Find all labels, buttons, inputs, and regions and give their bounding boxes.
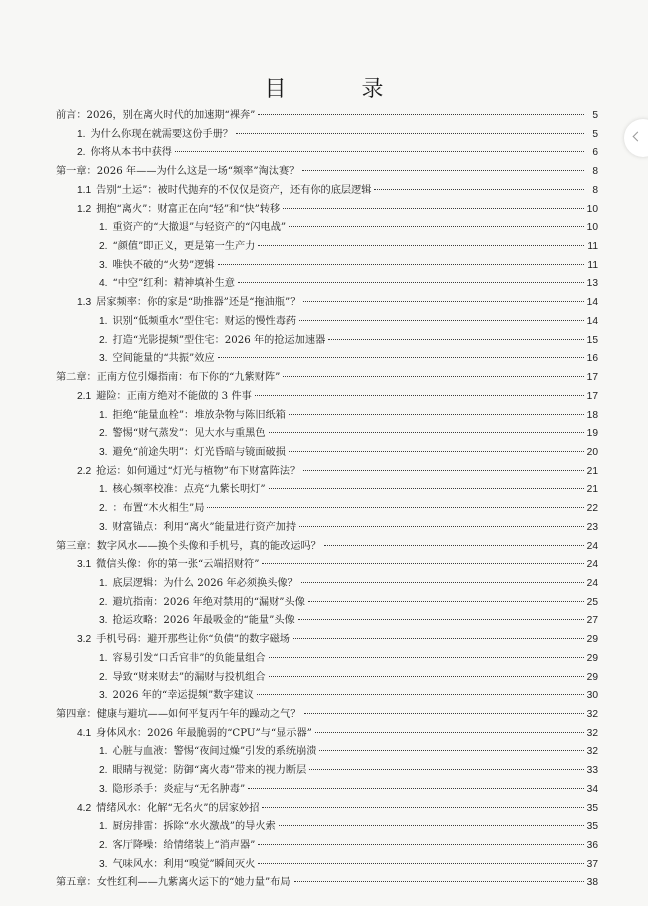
- toc-entry-number: 3.: [99, 353, 108, 365]
- toc-page-number: 35: [586, 802, 598, 814]
- toc-subsection-entry[interactable]: [0, 257, 648, 276]
- toc-page-number: 29: [586, 634, 598, 646]
- toc-subsection-entry[interactable]: [0, 481, 648, 500]
- toc-entry-number: 2.1: [77, 390, 92, 402]
- toc-dot-leader: [283, 376, 584, 377]
- table-of-contents: [0, 107, 648, 893]
- toc-dot-leader: [207, 507, 584, 508]
- toc-entry-label: 2026 年的“幸运提频”数字建议: [112, 690, 254, 702]
- toc-dot-leader: [301, 582, 584, 583]
- toc-entry-label: 财富锚点：利用“离火”能量进行资产加持: [112, 521, 297, 533]
- toc-chapter-entry[interactable]: [0, 163, 648, 182]
- toc-entry-number: 1.: [99, 746, 108, 758]
- toc-dot-leader: [309, 769, 584, 770]
- toc-page-number: 5: [592, 110, 598, 121]
- toc-entry-number: 3.: [99, 858, 108, 870]
- toc-dot-leader: [175, 151, 584, 152]
- toc-page-number: 34: [586, 783, 598, 795]
- toc-entry-label: 第三章：数字风水——换个头像和手机号，真的能改运吗？: [56, 540, 321, 552]
- toc-entry-label: 第一章：2026 年——为什么这是一场“频率”淘汰赛？: [56, 166, 300, 178]
- toc-page-number: 38: [586, 877, 598, 889]
- toc-entry-number: 1.: [99, 577, 108, 589]
- toc-entry-label: 隐形杀手：炎症与“无名肿毒”: [112, 783, 246, 795]
- toc-entry-number: 4.2: [77, 802, 92, 814]
- toc-page-number: 16: [586, 353, 598, 365]
- toc-subsection-entry[interactable]: [0, 837, 648, 856]
- toc-subsection-entry[interactable]: [0, 500, 648, 519]
- toc-page-number: 24: [586, 559, 598, 571]
- toc-entry-label: 重资产的“大撤退”与轻资产的“闪电战”: [112, 222, 287, 234]
- toc-page-number: 19: [586, 428, 598, 440]
- toc-page-number: 32: [586, 709, 598, 720]
- toc-subsection-entry[interactable]: [0, 781, 648, 800]
- toc-entry-label: 心脏与血液：警惕“夜间过燥”引发的系统崩溃: [112, 746, 317, 758]
- toc-section-entry[interactable]: [0, 201, 648, 220]
- toc-dot-leader: [289, 451, 584, 452]
- toc-dot-leader: [302, 170, 584, 171]
- toc-page-number: 27: [586, 615, 598, 627]
- toc-page-number: 29: [586, 671, 598, 683]
- toc-dot-leader: [236, 133, 584, 134]
- toc-entry-label: 告别“土运”：被时代抛弃的不仅仅是资产，还有你的底层逻辑: [96, 184, 372, 196]
- toc-page-number: 24: [586, 577, 598, 589]
- toc-entry-label: 抢运：如何通过“灯光与植物”布下财富阵法？: [96, 465, 301, 477]
- toc-section-entry[interactable]: [0, 126, 648, 145]
- toc-dot-leader: [303, 470, 584, 471]
- toc-dot-leader: [218, 264, 584, 265]
- toc-section-entry[interactable]: [0, 182, 648, 201]
- toc-subsection-entry[interactable]: [0, 219, 648, 238]
- toc-dot-leader: [308, 601, 584, 602]
- toc-chapter-entry[interactable]: [0, 369, 648, 388]
- toc-entry-number: 2.: [77, 147, 86, 159]
- toc-entry-label: 客厅降噪：给情绪装上“消声器”: [112, 840, 256, 852]
- toc-subsection-entry[interactable]: [0, 425, 648, 444]
- toc-entry-label: 容易引发“口舌官非”的负能量组合: [112, 652, 266, 664]
- toc-dot-leader: [262, 563, 584, 564]
- toc-page-number: 8: [592, 184, 598, 196]
- toc-subsection-entry[interactable]: [0, 519, 648, 538]
- toc-dot-leader: [374, 189, 584, 190]
- toc-entry-number: 1.: [99, 315, 108, 327]
- toc-entry-number: 3.: [99, 446, 108, 458]
- toc-subsection-entry[interactable]: [0, 650, 648, 669]
- toc-subsection-entry[interactable]: [0, 407, 648, 426]
- toc-page-number: 36: [586, 840, 598, 852]
- toc-entry-label: 核心频率校准：点亮“九紫长明灯”: [112, 484, 266, 496]
- toc-entry-number: 4.: [99, 278, 108, 290]
- toc-dot-leader: [279, 825, 584, 826]
- toc-entry-label: 厨房排雷：拆除“水火激战”的导火索: [112, 821, 276, 833]
- toc-subsection-entry[interactable]: [0, 743, 648, 762]
- toc-subsection-entry[interactable]: [0, 762, 648, 781]
- toc-entry-number: 1.1: [77, 184, 92, 196]
- toc-page-number: 21: [586, 484, 598, 496]
- toc-page-number: 35: [586, 821, 598, 833]
- toc-entry-label: 空间能量的“共振”效应: [112, 353, 215, 365]
- toc-entry-label: 打造“光影提频”型住宅：2026 年的抢运加速器: [112, 334, 326, 346]
- toc-entry-label: 你将从本书中获得: [90, 147, 172, 159]
- toc-entry-number: 3.: [99, 690, 108, 702]
- toc-subsection-entry[interactable]: [0, 350, 648, 369]
- toc-entry-label: 避坑指南：2026 年绝对禁用的“漏财”头像: [112, 596, 305, 608]
- toc-entry-label: 第四章：健康与避坑——如何平复丙午年的躁动之气？: [56, 709, 301, 720]
- toc-page-number: 25: [586, 596, 598, 608]
- toc-section-entry[interactable]: [0, 388, 648, 407]
- toc-entry-label: 警惕“财气蒸发”：见大水与重黑色: [112, 428, 266, 440]
- toc-entry-label: 气味风水：利用“嗅觉”瞬间灭火: [112, 858, 256, 870]
- toc-subsection-entry[interactable]: [0, 444, 648, 463]
- toc-dot-leader: [262, 807, 584, 808]
- toc-entry-label: 识别“低频重水”型住宅：财运的慢性毒药: [112, 315, 297, 327]
- toc-dot-leader: [324, 545, 584, 546]
- toc-page-number: 22: [586, 503, 598, 515]
- toc-page-number: 14: [586, 297, 598, 309]
- toc-entry-label: 手机号码：避开那些让你“负债”的数字磁场: [96, 634, 290, 646]
- toc-entry-number: 3.: [99, 521, 108, 533]
- toc-entry-number: 1.: [99, 484, 108, 496]
- toc-chapter-entry[interactable]: [0, 107, 648, 126]
- toc-entry-number: 1.: [99, 652, 108, 664]
- toc-page-number: 10: [586, 203, 598, 215]
- toc-section-entry[interactable]: [0, 800, 648, 819]
- toc-entry-label: 微信头像：你的第一张“云端招财符”: [96, 559, 260, 571]
- toc-subsection-entry[interactable]: [0, 275, 648, 294]
- toc-entry-number: 2.: [99, 503, 108, 515]
- toc-entry-number: 2.: [99, 334, 108, 346]
- toc-page-number: 20: [586, 446, 598, 458]
- toc-page-number: 23: [586, 521, 598, 533]
- toc-page-number: 18: [586, 409, 598, 421]
- toc-entry-label: “中空”红利：精神填补生意: [112, 278, 235, 290]
- toc-page-number: 14: [586, 315, 598, 327]
- toc-page-number: 29: [586, 652, 598, 664]
- toc-page-number: 24: [586, 540, 598, 552]
- toc-dot-leader: [289, 226, 584, 227]
- toc-page-number: 17: [586, 390, 598, 402]
- toc-entry-number: 1.: [77, 128, 86, 140]
- toc-dot-leader: [258, 245, 584, 246]
- toc-entry-number: 1.: [99, 821, 108, 833]
- toc-dot-leader: [258, 863, 584, 864]
- toc-entry-label: 避险：正南方绝对不能做的 3 件事: [96, 390, 252, 402]
- toc-entry-number: 1.: [99, 409, 108, 421]
- toc-entry-label: 避免“前途失明”：灯光昏暗与镜面破损: [112, 446, 286, 458]
- toc-entry-number: 1.: [99, 222, 108, 234]
- toc-page-number: 21: [586, 465, 598, 477]
- toc-entry-number: 2.: [99, 596, 108, 608]
- toc-dot-leader: [255, 395, 584, 396]
- toc-entry-label: 眼睛与视觉：防御“离火毒”带来的视力断层: [112, 765, 307, 777]
- toc-chapter-entry[interactable]: [0, 874, 648, 893]
- toc-entry-number: 3.: [99, 615, 108, 627]
- toc-page-number: 5: [592, 128, 598, 140]
- toc-entry-label: 拒绝“能量血栓”：堆放杂物与陈旧纸箱: [112, 409, 286, 421]
- toc-dot-leader: [328, 339, 584, 340]
- toc-entry-number: 3.: [99, 259, 108, 271]
- toc-subsection-entry[interactable]: [0, 612, 648, 631]
- toc-dot-leader: [218, 357, 584, 358]
- toc-dot-leader: [238, 282, 584, 283]
- toc-dot-leader: [294, 881, 584, 882]
- toc-entry-number: 1.3: [77, 297, 92, 309]
- toc-dot-leader: [257, 694, 584, 695]
- toc-entry-number: 3.: [99, 783, 108, 795]
- toc-section-entry[interactable]: [0, 144, 648, 163]
- toc-dot-leader: [269, 676, 584, 677]
- toc-dot-leader: [299, 320, 584, 321]
- toc-entry-label: 前言：2026，别在离火时代的加速期“裸奔”: [56, 110, 256, 121]
- toc-dot-leader: [304, 713, 585, 714]
- toc-page-number: 33: [586, 765, 598, 777]
- toc-page-number: 8: [592, 166, 598, 178]
- toc-section-entry[interactable]: [0, 294, 648, 313]
- toc-subsection-entry[interactable]: [0, 856, 648, 875]
- toc-entry-label: 导致“财来财去”的漏财与投机组合: [112, 671, 266, 683]
- toc-entry-number: 3.1: [77, 559, 92, 571]
- toc-section-entry[interactable]: [0, 631, 648, 650]
- toc-dot-leader: [269, 488, 584, 489]
- page-title: 目 录: [264, 77, 418, 102]
- toc-entry-label: 抢运攻略：2026 年最吸金的“能量”头像: [112, 615, 295, 627]
- toc-dot-leader: [293, 638, 584, 639]
- toc-entry-number: 1.2: [77, 203, 92, 215]
- toc-entry-label: 身体风水：2026 年最脆弱的“CPU”与“显示器”: [96, 727, 312, 739]
- toc-entry-label: 情绪风水：化解“无名火”的居家妙招: [96, 802, 260, 814]
- toc-entry-label: ：布置“木火相生”局: [112, 503, 205, 515]
- toc-page-number: 13: [586, 278, 598, 290]
- toc-entry-label: 为什么你现在就需要这份手册？: [90, 128, 234, 140]
- toc-entry-number: 4.1: [77, 727, 92, 739]
- toc-dot-leader: [289, 414, 584, 415]
- toc-section-entry[interactable]: [0, 556, 648, 575]
- toc-entry-label: 第五章：女性红利——九紫离火运下的“她力量”布局: [56, 877, 291, 889]
- toc-entry-number: 2.: [99, 428, 108, 440]
- toc-dot-leader: [269, 432, 584, 433]
- toc-subsection-entry[interactable]: [0, 332, 648, 351]
- toc-dot-leader: [248, 788, 584, 789]
- toc-chapter-entry[interactable]: [0, 706, 648, 725]
- toc-entry-number: 2.: [99, 241, 108, 253]
- toc-entry-number: 2.: [99, 840, 108, 852]
- toc-page-number: 37: [586, 858, 598, 870]
- toc-page-number: 17: [586, 372, 598, 384]
- toc-dot-leader: [298, 619, 584, 620]
- toc-chapter-entry[interactable]: [0, 538, 648, 557]
- toc-entry-label: 拥抱“离火”：财富正在向“轻”和“快”转移: [96, 203, 281, 215]
- toc-page-number: 11: [587, 241, 598, 253]
- toc-page-number: 10: [586, 222, 598, 234]
- toc-subsection-entry[interactable]: [0, 687, 648, 706]
- toc-subsection-entry[interactable]: [0, 238, 648, 257]
- toc-subsection-entry[interactable]: [0, 313, 648, 332]
- toc-section-entry[interactable]: [0, 463, 648, 482]
- toc-entry-number: 2.: [99, 671, 108, 683]
- toc-entry-label: “颜值”即正义，更是第一生产力: [112, 241, 256, 253]
- toc-page-number: 30: [586, 690, 598, 702]
- toc-subsection-entry[interactable]: [0, 669, 648, 688]
- toc-page-number: 15: [586, 334, 598, 346]
- toc-dot-leader: [283, 208, 584, 209]
- toc-subsection-entry[interactable]: [0, 818, 648, 837]
- toc-page-number: 32: [586, 746, 598, 758]
- toc-section-entry[interactable]: [0, 725, 648, 744]
- toc-page-number: 32: [586, 727, 598, 739]
- toc-entry-number: 3.2: [77, 634, 92, 646]
- toc-dot-leader: [303, 301, 584, 302]
- toc-page-number: 11: [587, 259, 598, 271]
- toc-entry-label: 第二章：正南方位引爆指南：布下你的“九紫财阵”: [56, 372, 281, 384]
- toc-dot-leader: [319, 750, 584, 751]
- toc-entry-number: 2.: [99, 765, 108, 777]
- toc-subsection-entry[interactable]: [0, 575, 648, 594]
- toc-subsection-entry[interactable]: [0, 594, 648, 613]
- toc-dot-leader: [269, 657, 584, 658]
- toc-dot-leader: [299, 526, 584, 527]
- toc-dot-leader: [315, 732, 584, 733]
- toc-dot-leader: [258, 844, 584, 845]
- toc-entry-number: 2.2: [77, 465, 92, 477]
- toc-page-number: 6: [592, 147, 598, 159]
- toc-entry-label: 底层逻辑：为什么 2026 年必须换头像？: [112, 577, 298, 589]
- toc-entry-label: 唯快不破的“火势”逻辑: [112, 259, 215, 271]
- toc-entry-label: 居家频率：你的家是“助推器”还是“拖油瓶”？: [96, 297, 301, 309]
- toc-dot-leader: [258, 114, 584, 115]
